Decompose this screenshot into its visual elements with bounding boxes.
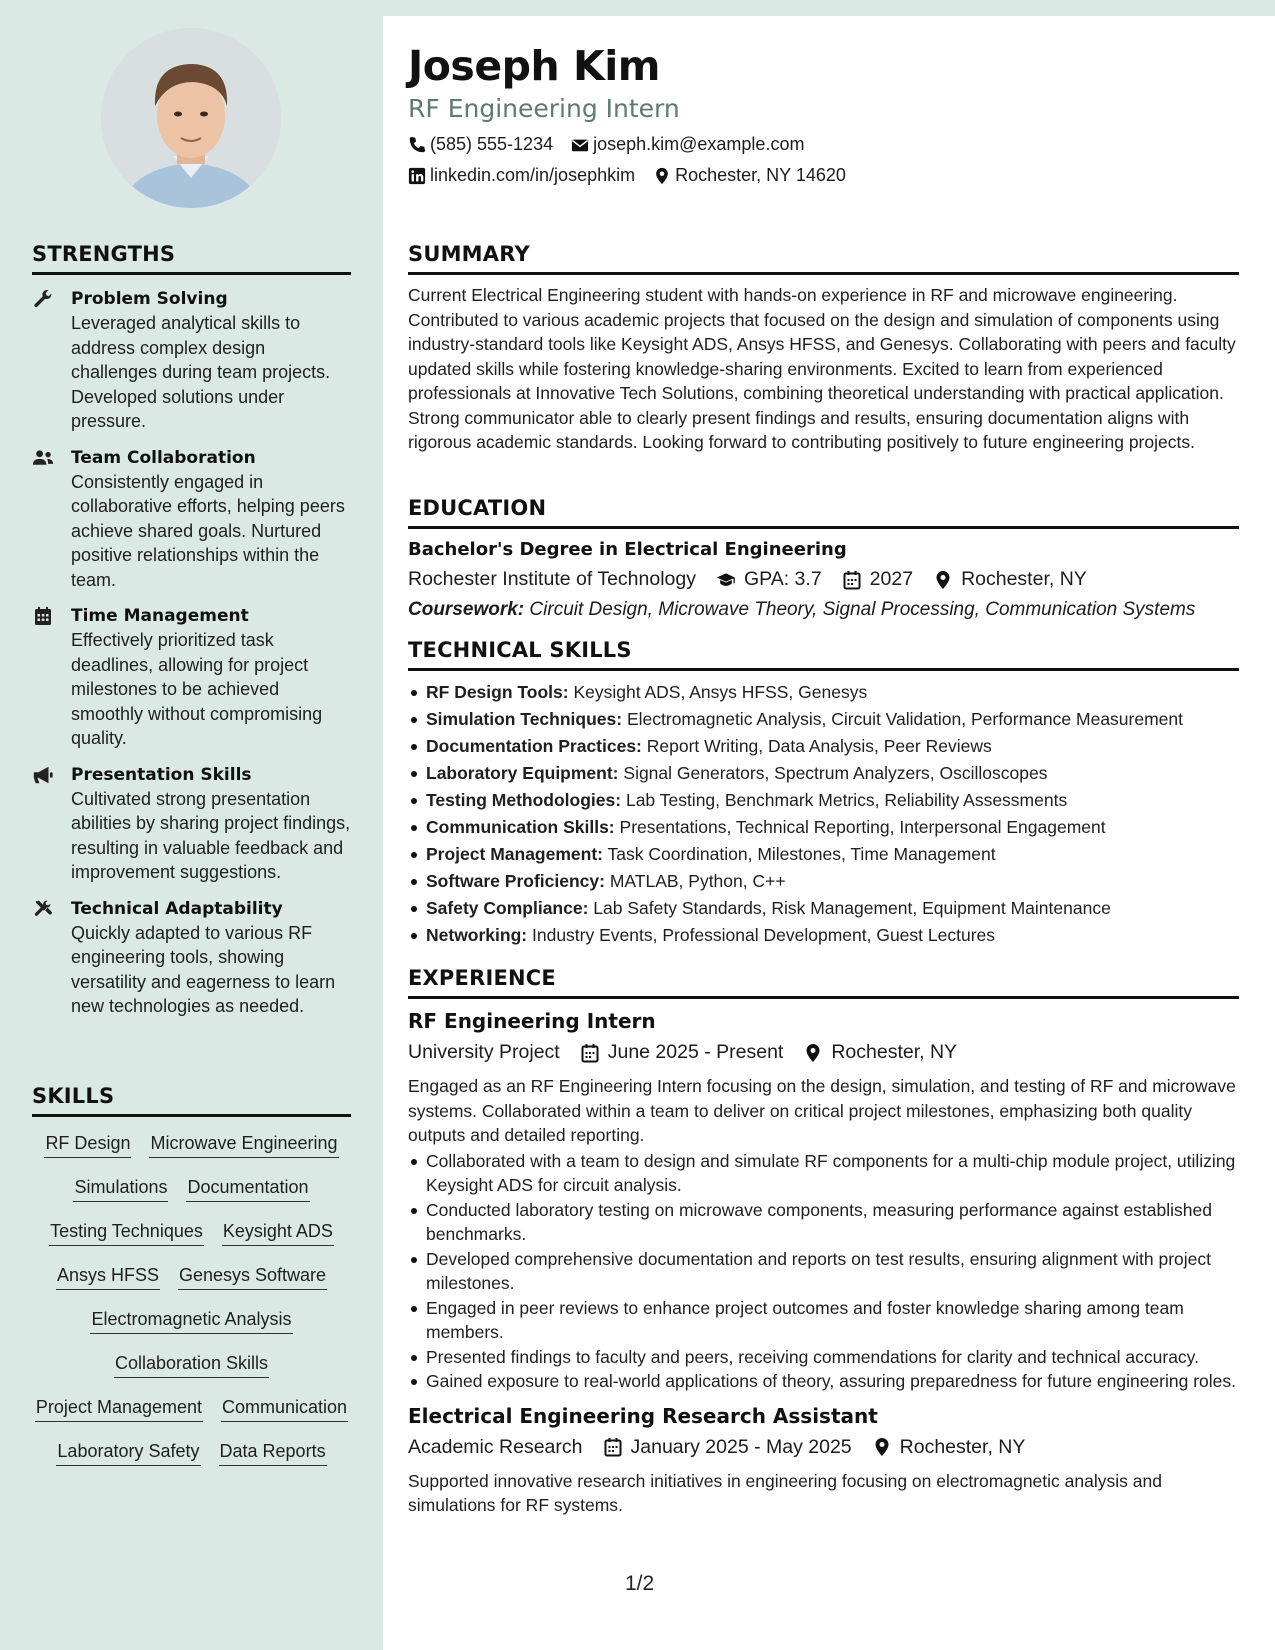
contact-row	[408, 134, 822, 155]
skill-tag: Keysight ADS	[222, 1219, 334, 1246]
job-org	[408, 1436, 583, 1459]
skill-label: Laboratory Equipment:	[426, 763, 619, 783]
skill-value: MATLAB, Python, C++	[609, 871, 786, 891]
strength-desc: Effectively prioritized task deadlines, allowing for project milestones to be achieved smoothly without compromising quality.	[71, 630, 323, 748]
skill-tag: Collaboration Skills	[114, 1351, 269, 1378]
skill-tag: Laboratory Safety	[56, 1439, 200, 1466]
candidate-role: RF Engineering Intern	[408, 94, 680, 123]
strength-item	[32, 287, 351, 434]
map-pin-icon	[803, 1043, 823, 1063]
list-item	[408, 895, 1239, 922]
skill-label: Safety Compliance:	[426, 898, 589, 918]
skills-heading: SKILLS	[32, 1084, 351, 1117]
list-item	[408, 733, 1239, 760]
linkedin-contact[interactable]	[408, 165, 635, 186]
skill-value: Lab Safety Standards, Risk Management, Equipment Maintenance	[593, 898, 1111, 918]
education-meta	[408, 568, 1239, 591]
strength-item	[32, 604, 351, 751]
job-bullets	[408, 1149, 1239, 1394]
skill-value: Presentations, Technical Reporting, Interpersonal Engagement	[619, 817, 1106, 837]
job-org-text: University Project	[408, 1041, 560, 1063]
job-dates	[576, 1041, 784, 1064]
strength-desc: Cultivated strong presentation abilities by sharing project findings, resulting in valuable feedback and improvement suggestions.	[71, 788, 351, 882]
list-item	[408, 868, 1239, 895]
skill-value: Task Coordination, Milestones, Time Management	[607, 844, 996, 864]
list-item: Presented findings to faculty and peers, receiving commendations for clarity and technical accuracy.	[408, 1345, 1239, 1370]
school-name	[408, 568, 696, 591]
page-number: 1/2	[625, 1572, 655, 1595]
main-content	[383, 16, 1275, 1650]
coursework-text: Circuit Design, Microwave Theory, Signal Processing, Communication Systems	[529, 599, 1196, 620]
degree-title: Bachelor's Degree in Electrical Engineering	[408, 539, 847, 560]
calendar-icon	[603, 1437, 623, 1457]
job-title: Electrical Engineering Research Assistant	[408, 1403, 878, 1428]
megaphone-icon	[32, 765, 56, 785]
profile-photo	[101, 28, 281, 208]
list-item: Gained exposure to real-world applications of theory, assuring preparedness for future engineering roles.	[408, 1369, 1239, 1394]
skill-tag: Electromagnetic Analysis	[90, 1307, 292, 1334]
skill-value: Report Writing, Data Analysis, Peer Reviews	[646, 736, 992, 756]
job-dates-text: January 2025 - May 2025	[630, 1435, 852, 1458]
skill-value: Lab Testing, Benchmark Metrics, Reliability Assessments	[625, 790, 1068, 810]
experience-heading: EXPERIENCE	[408, 966, 1239, 999]
skill-value: Electromagnetic Analysis, Circuit Validation, Performance Measurement	[626, 709, 1183, 729]
gpa-text: GPA: 3.7	[743, 568, 822, 590]
skill-tag: RF Design	[44, 1131, 131, 1158]
skills-section	[32, 1084, 351, 1466]
map-pin-icon	[933, 570, 953, 590]
skill-label: Project Management:	[426, 844, 603, 864]
year-text: 2027	[869, 568, 914, 590]
strengths-section	[32, 242, 351, 1019]
list-item	[408, 922, 1239, 949]
contact-row	[408, 165, 864, 186]
skill-tag: Project Management	[35, 1395, 203, 1422]
job-meta	[408, 1436, 1239, 1459]
list-item: Conducted laboratory testing on microwave components, measuring performance against established benchmarks.	[408, 1198, 1239, 1247]
strength-title: Team Collaboration	[71, 447, 256, 468]
skill-label: Testing Methodologies:	[426, 790, 622, 810]
graduation-year	[838, 568, 913, 591]
strength-title: Time Management	[71, 606, 249, 626]
technical-skills-heading: TECHNICAL SKILLS	[408, 638, 1239, 671]
experience-section	[408, 966, 1239, 1518]
education-section	[408, 496, 1239, 621]
skill-label: Documentation Practices:	[426, 736, 642, 756]
school-text: Rochester Institute of Technology	[408, 568, 696, 590]
calendar-icon	[32, 606, 56, 626]
job-dates-text: June 2025 - Present	[607, 1041, 784, 1063]
technical-skills-list	[408, 679, 1239, 949]
list-item	[408, 706, 1239, 733]
education-location	[929, 568, 1087, 591]
linkedin-icon	[408, 167, 426, 185]
skill-tag: Simulations	[73, 1175, 168, 1202]
strength-title: Technical Adaptability	[71, 898, 283, 919]
list-item: Collaborated with a team to design and simulate RF components for a multi-chip module project, utilizing Keysight ADS for circuit analysis.	[408, 1149, 1239, 1198]
skill-label: Communication Skills:	[426, 817, 615, 837]
job-title: RF Engineering Intern	[408, 1009, 656, 1033]
job-org	[408, 1041, 560, 1064]
linkedin-text[interactable]: linkedin.com/in/josephkim	[430, 165, 636, 185]
list-item	[408, 814, 1239, 841]
map-pin-icon	[653, 167, 671, 185]
summary-section	[408, 242, 1239, 455]
strength-desc: Leveraged analytical skills to address complex design challenges during team projects. Developed solutions under pressure.	[71, 313, 331, 431]
skill-tag: Testing Techniques	[49, 1219, 204, 1246]
gpa	[712, 568, 822, 591]
skill-tag: Ansys HFSS	[56, 1263, 160, 1290]
candidate-name: Joseph Kim	[408, 42, 660, 90]
summary-heading: SUMMARY	[408, 242, 1239, 275]
list-item	[408, 679, 1239, 706]
skill-label: RF Design Tools:	[426, 682, 569, 702]
calendar-icon	[580, 1043, 600, 1063]
job-summary: Engaged as an RF Engineering Intern focusing on the design, simulation, and testing of RF and microwave systems. Collaborated within a team to deliver on critical project milestones, emphasizing both quality outputs and detailed reporting.	[408, 1076, 1236, 1145]
skill-label: Simulation Techniques:	[426, 709, 623, 729]
skill-tag: Documentation	[186, 1175, 309, 1202]
phone-text: (585) 555-1234	[430, 134, 554, 154]
coursework	[408, 599, 1239, 621]
education-location-text: Rochester, NY	[961, 568, 1087, 590]
list-item	[408, 760, 1239, 787]
job-summary: Supported innovative research initiatives in engineering focusing on electromagnetic analysis and simulations for RF systems.	[408, 1470, 1162, 1515]
list-item: Developed comprehensive documentation and reports on test results, ensuring alignment with project milestones.	[408, 1247, 1239, 1296]
strength-item	[32, 763, 351, 885]
graduation-cap-icon	[716, 570, 736, 590]
email-text[interactable]: joseph.kim@example.com	[593, 134, 805, 154]
location-contact	[653, 165, 846, 186]
summary-text: Current Electrical Engineering student with hands-on experience in RF and microwave engineering. Contributed to various academic projects that focused on the design and simulation of components using industry-standard tools like Keysight ADS, Ansys HFSS, and Genesys. Collaborating with peers and faculty updated skills while fostering knowledge-sharing environments. Excited to learn from experienced professionals at Innovative Tech Solutions, combining theoretical understanding with practical application. Strong communicator able to clearly present findings and results, ensuring documentation aligns with rigorous academic standards. Looking forward to contributing positively to future engineering projects.	[408, 285, 1236, 452]
job-location	[868, 1436, 1026, 1459]
skill-value: Industry Events, Professional Development, Guest Lectures	[532, 925, 996, 945]
job-location-text: Rochester, NY	[831, 1041, 958, 1063]
top-band	[383, 0, 1275, 16]
envelope-icon	[571, 136, 589, 154]
phone-contact	[408, 134, 553, 155]
job-dates	[599, 1436, 852, 1459]
skill-tag: Communication	[221, 1395, 348, 1422]
phone-icon	[408, 136, 426, 154]
users-icon	[32, 448, 56, 468]
tools-icon	[32, 899, 56, 919]
strength-desc: Consistently engaged in collaborative efforts, helping peers achieve shared goals. Nurtured positive relationships within the team.	[71, 471, 345, 590]
skill-tag: Data Reports	[219, 1439, 327, 1466]
job-meta	[408, 1041, 1239, 1064]
skill-label: Software Proficiency:	[426, 871, 605, 891]
skill-value: Keysight ADS, Ansys HFSS, Genesys	[573, 682, 868, 702]
strengths-heading: STRENGTHS	[32, 242, 351, 275]
wrench-icon	[32, 289, 56, 309]
skill-tag: Microwave Engineering	[149, 1131, 338, 1158]
skill-tag: Genesys Software	[178, 1263, 327, 1290]
strength-desc: Quickly adapted to various RF engineering tools, showing versatility and eagerness to learn new technologies as needed.	[71, 922, 336, 1016]
education-heading: EDUCATION	[408, 496, 1239, 529]
calendar-icon	[842, 570, 862, 590]
job-location-text: Rochester, NY	[899, 1435, 1026, 1458]
job-location	[799, 1041, 957, 1064]
list-item	[408, 841, 1239, 868]
list-item: Engaged in peer reviews to enhance project outcomes and foster knowledge sharing among team members.	[408, 1296, 1239, 1345]
job-org-text: Academic Research	[408, 1435, 583, 1458]
strength-title: Presentation Skills	[71, 764, 252, 785]
skill-label: Networking:	[426, 925, 528, 945]
sidebar	[0, 0, 383, 1650]
strength-item	[32, 446, 351, 593]
skill-tags	[32, 1131, 351, 1466]
technical-skills-section	[408, 638, 1239, 949]
coursework-label: Coursework:	[408, 599, 525, 620]
strength-item	[32, 897, 351, 1019]
strength-title: Problem Solving	[71, 289, 228, 309]
location-text: Rochester, NY 14620	[675, 165, 846, 185]
email-contact[interactable]	[571, 134, 804, 155]
map-pin-icon	[872, 1437, 892, 1457]
list-item	[408, 787, 1239, 814]
skill-value: Signal Generators, Spectrum Analyzers, Oscilloscopes	[623, 763, 1048, 783]
